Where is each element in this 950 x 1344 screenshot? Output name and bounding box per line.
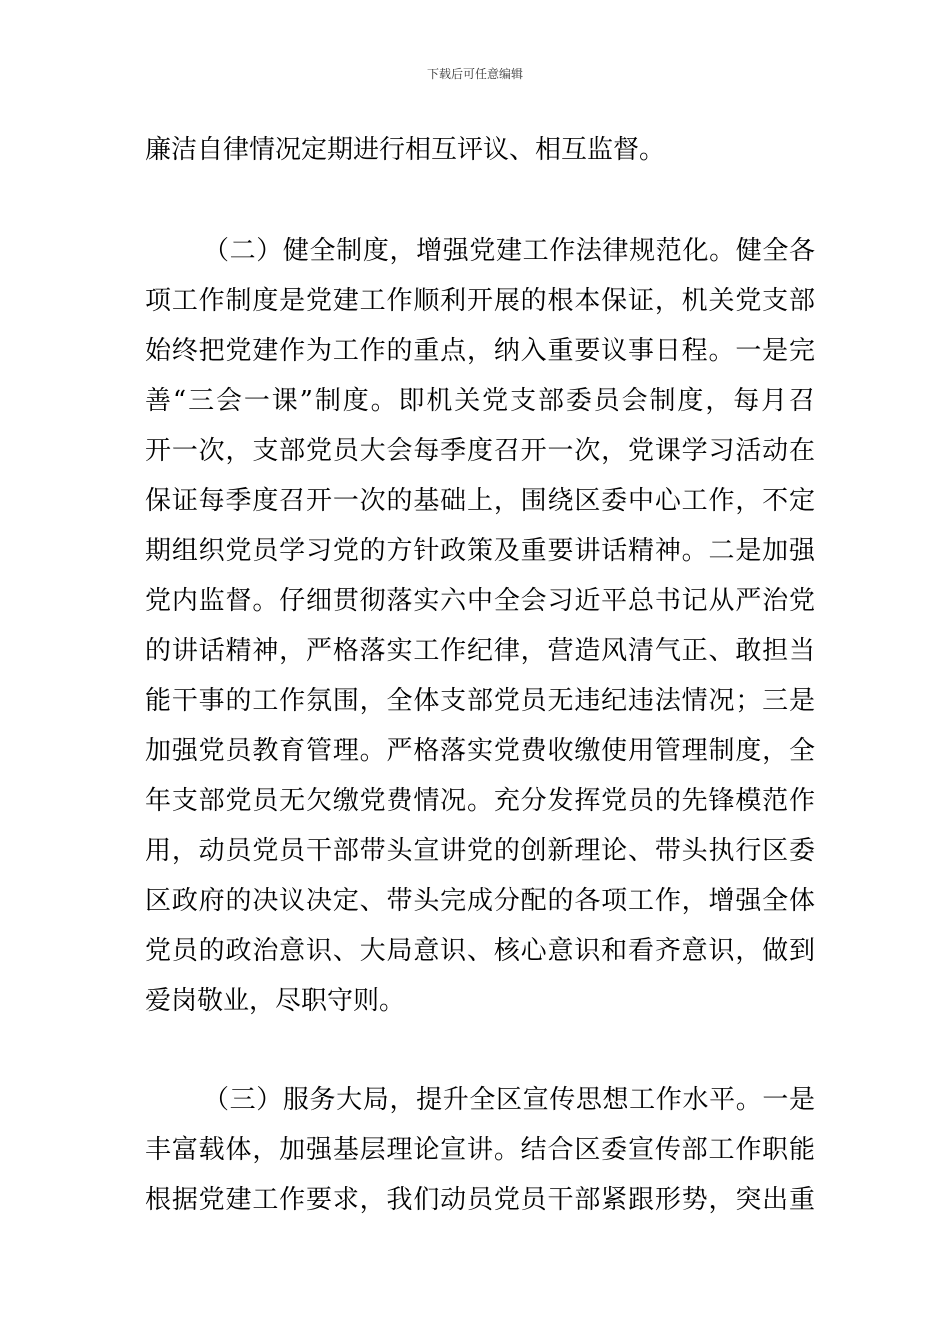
paragraph-line: 开一次，支部党员大会每季度召开一次，党课学习活动在	[145, 436, 815, 466]
paragraph-line: 用，动员党员干部带头宣讲党的创新理论、带头执行区委	[145, 836, 815, 866]
paragraph-line: 党员的政治意识、大局意识、核心意识和看齐意识，做到	[145, 936, 815, 966]
paragraph-line: 爱岗敬业，尽职守则。	[145, 986, 406, 1016]
paragraph-line: （三）服务大局，提升全区宣传思想工作水平。一是	[203, 1085, 815, 1115]
paragraph-line: 始终把党建作为工作的重点，纳入重要议事日程。一是完	[145, 336, 815, 366]
paragraph-line: 区政府的决议决定、带头完成分配的各项工作，增强全体	[145, 886, 815, 916]
paragraph-line: 能干事的工作氛围，全体支部党员无违纪违法情况；三是	[145, 686, 815, 716]
paragraph-line: 丰富载体，加强基层理论宣讲。结合区委宣传部工作职能	[145, 1135, 815, 1165]
paragraph-line: 善“三会一课”制度。即机关党支部委员会制度，每月召	[145, 386, 815, 416]
page-header: 下载后可任意编辑	[426, 67, 523, 81]
paragraph-line: 的讲话精神，严格落实工作纪律，营造风清气正、敢担当	[145, 636, 815, 666]
paragraph-line: 期组织党员学习党的方针政策及重要讲话精神。二是加强	[145, 536, 815, 566]
paragraph-line: 加强党员教育管理。严格落实党费收缴使用管理制度，全	[145, 736, 815, 766]
paragraph-line: 党内监督。仔细贯彻落实六中全会习近平总书记从严治党	[145, 586, 815, 616]
paragraph-line: （二）健全制度，增强党建工作法律规范化。健全各	[203, 236, 815, 266]
paragraph-line: 项工作制度是党建工作顺利开展的根本保证，机关党支部	[145, 286, 815, 316]
paragraph-line: 廉洁自律情况定期进行相互评议、相互监督。	[145, 135, 666, 165]
paragraph-line: 根据党建工作要求，我们动员党员干部紧跟形势，突出重	[145, 1185, 815, 1215]
paragraph-line: 保证每季度召开一次的基础上，围绕区委中心工作，不定	[145, 486, 815, 516]
paragraph-line: 年支部党员无欠缴党费情况。充分发挥党员的先锋模范作	[145, 786, 815, 816]
